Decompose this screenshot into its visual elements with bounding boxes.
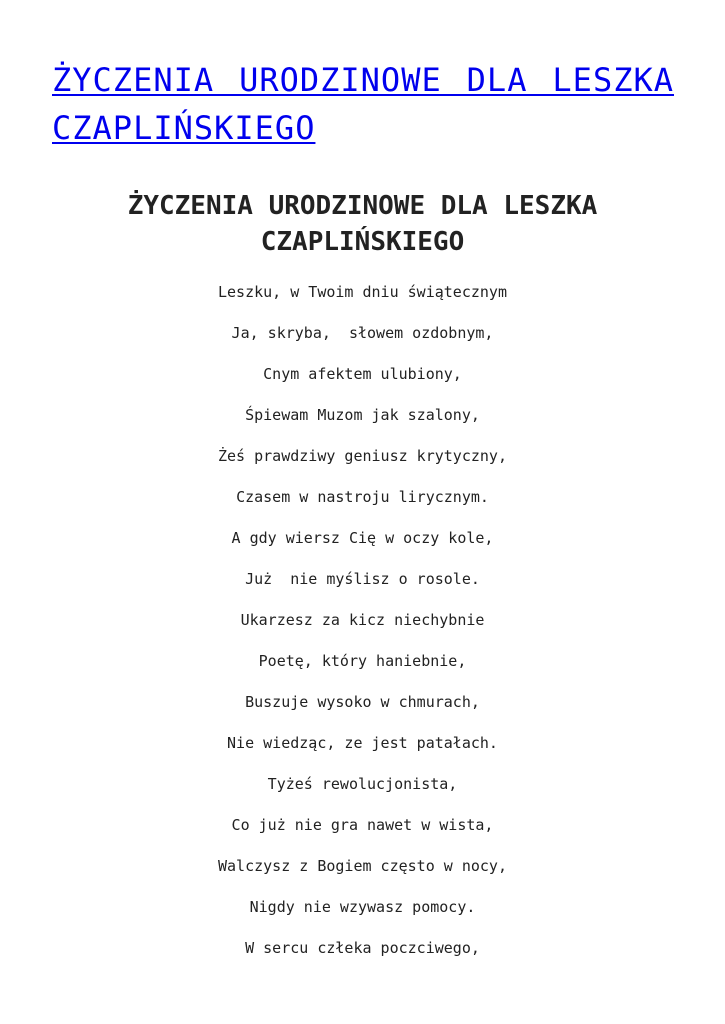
poem-line: Śpiewam Muzom jak szalony, xyxy=(245,406,480,424)
poem-line: Walczysz z Bogiem często w nocy, xyxy=(218,857,507,875)
poem-heading: ŻYCZENIA URODZINOWE DLA LESZKA CZAPLIŃSKIEGO xyxy=(127,191,598,257)
poem-line: A gdy wiersz Cię w oczy kole, xyxy=(231,529,494,547)
poem-line: Leszku, w Twoim dniu świątecznym xyxy=(218,283,507,301)
poem-line: Tyżeś rewolucjonista, xyxy=(267,775,458,793)
poem-line: Cnym afektem ulubiony, xyxy=(263,365,462,383)
post-title-link[interactable]: ŻYCZENIA URODZINOWE DLA LESZKA CZAPLIŃSKIEGO xyxy=(52,61,674,147)
poem-line: Buszuje wysoko w chmurach, xyxy=(245,693,480,711)
poem-line: Żeś prawdziwy geniusz krytyczny, xyxy=(218,447,507,465)
poem-line: Czasem w nastroju lirycznym. xyxy=(236,488,489,506)
poem-body xyxy=(40,282,685,979)
poem-line: Nigdy nie wzywasz pomocy. xyxy=(249,898,476,916)
poem-line: Poetę, który haniebnie, xyxy=(258,652,467,670)
post-title xyxy=(52,56,674,152)
poem-line: Ukarzesz za kicz niechybnie xyxy=(240,611,485,629)
poem-line: Nie wiedząc, ze jest patałach. xyxy=(227,734,498,752)
poem-line: Co już nie gra nawet w wista, xyxy=(231,816,494,834)
poem-line: Już nie myślisz o rosole. xyxy=(245,570,480,588)
poem-line: Ja, skryba, słowem ozdobnym, xyxy=(231,324,494,342)
poem-line: W sercu człeka poczciwego, xyxy=(245,939,480,957)
